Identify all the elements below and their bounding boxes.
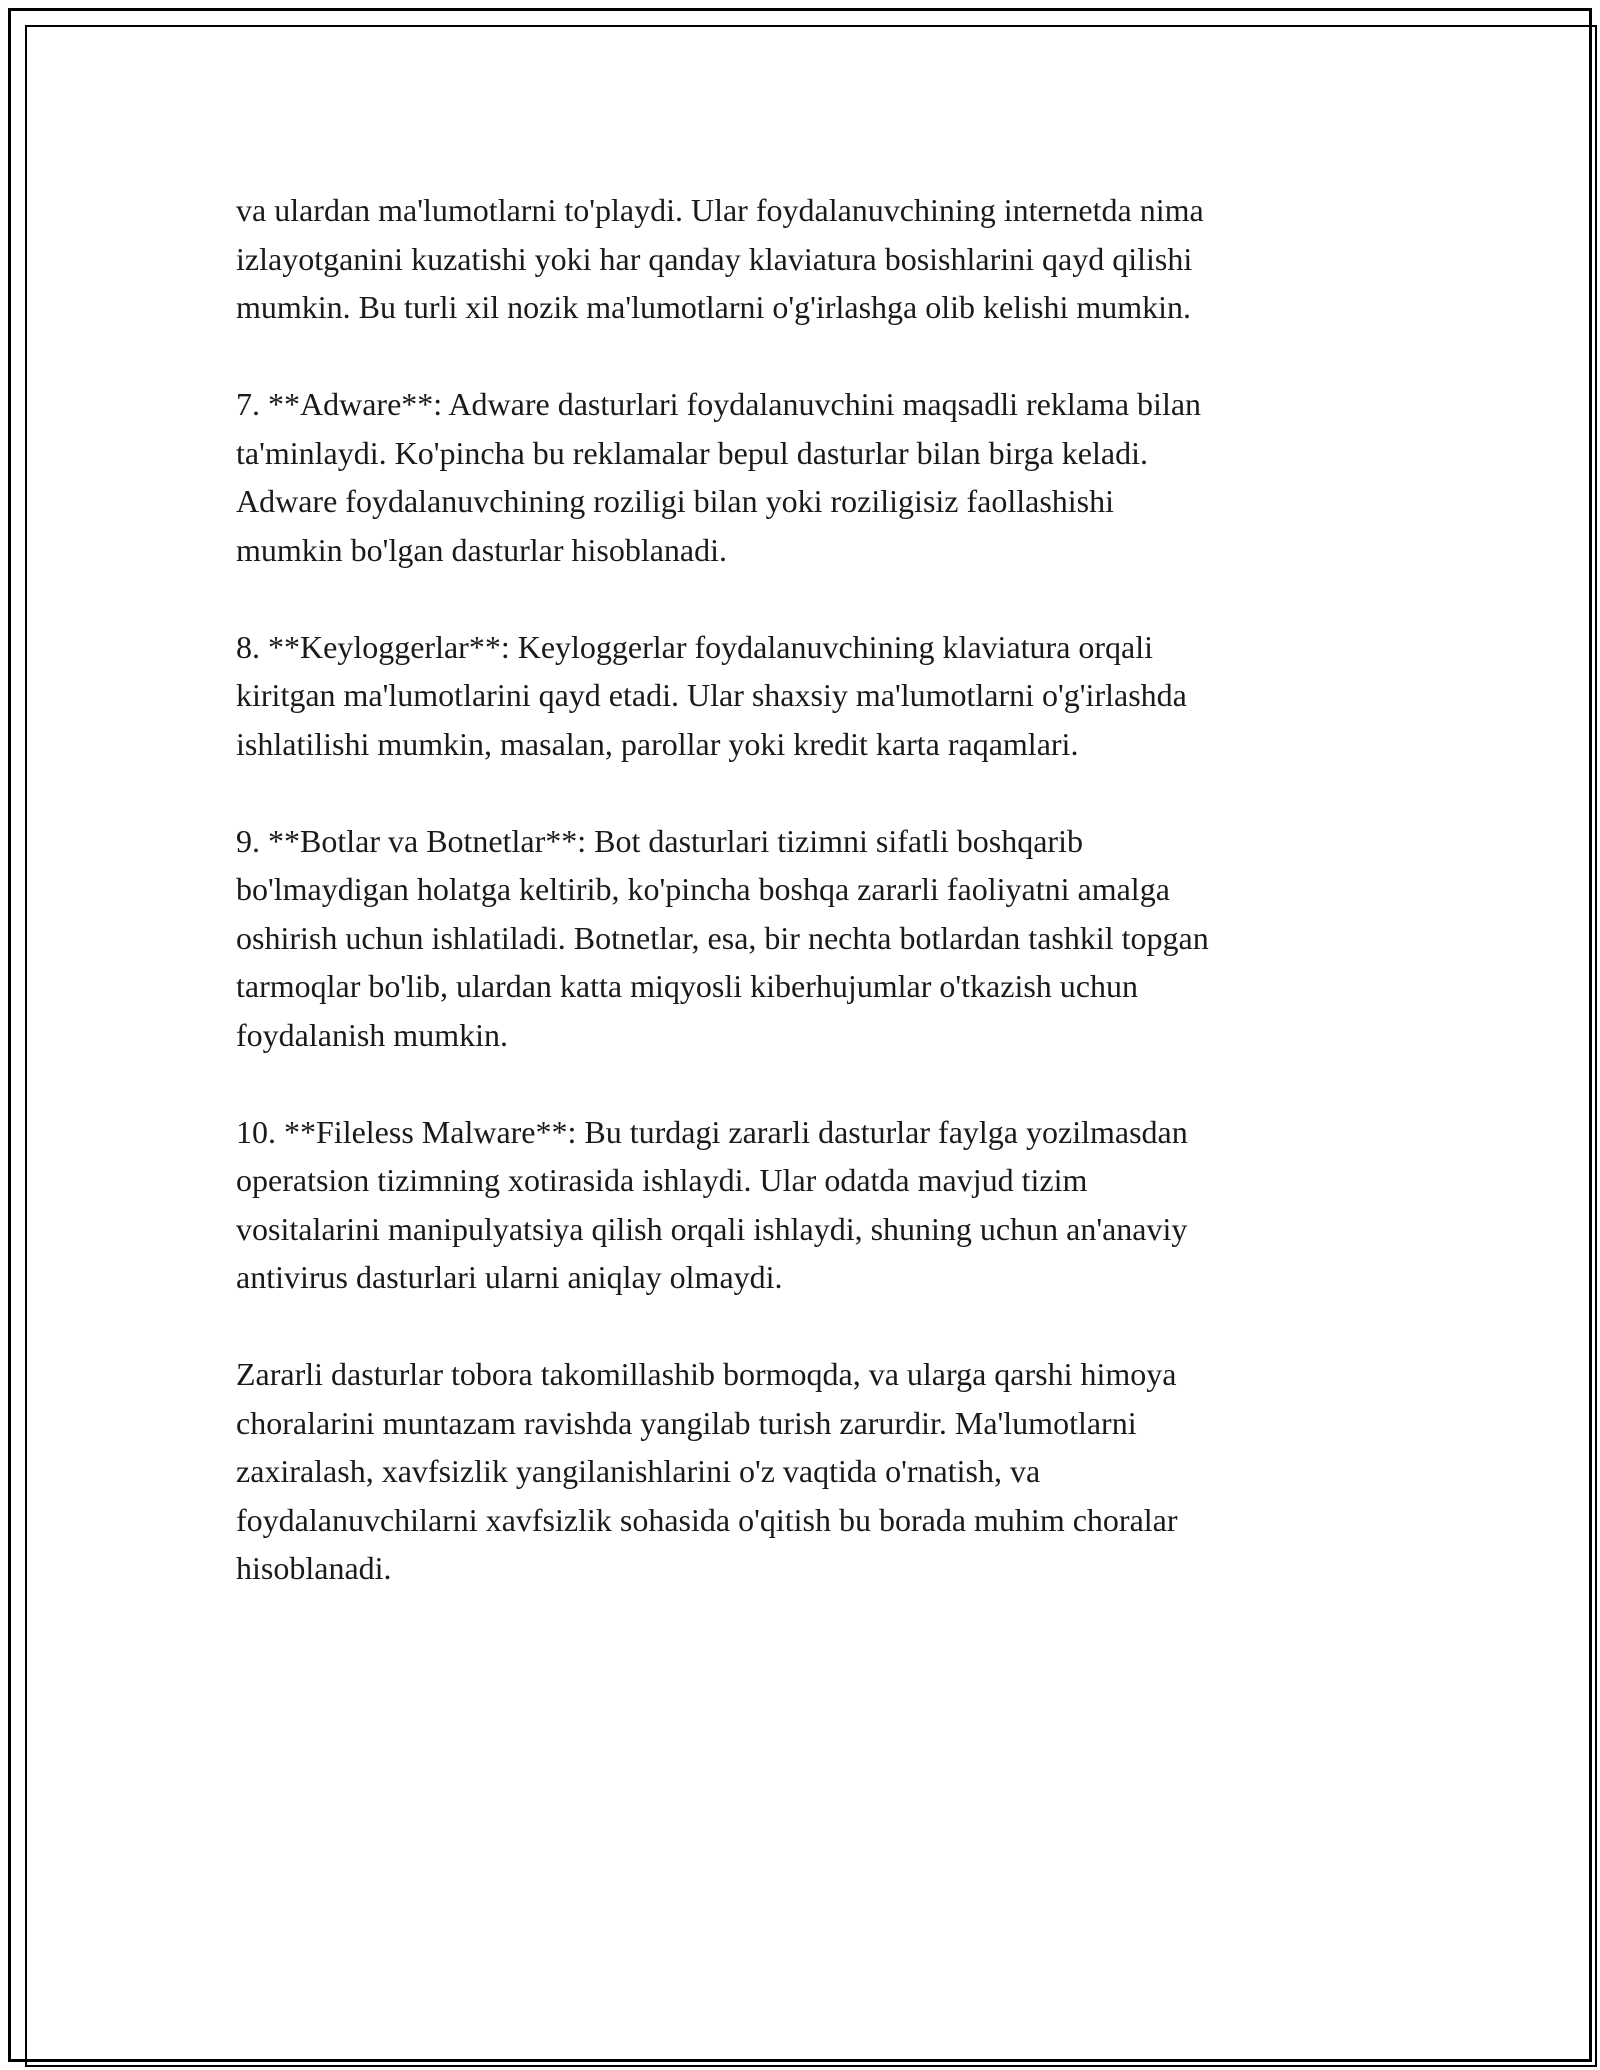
text-line: operatsion tizimning xotirasida ishlaydi. Ular odatda mavjud tizim	[236, 1162, 1088, 1198]
text-line: 7. **Adware**: Adware dasturlari foydalanuvchini maqsadli reklama bilan	[236, 386, 1202, 422]
text-line: mumkin bo'lgan dasturlar hisoblanadi.	[236, 531, 728, 568]
paragraph-spacer	[236, 1059, 1366, 1108]
text-line: antivirus dasturlari ularni aniqlay olmaydi.	[236, 1259, 783, 1295]
text-line: tarmoqlar bo'lib, ulardan katta miqyosli kiberhujumlar o'tkazish uchun	[236, 968, 1138, 1004]
paragraph-spacer	[236, 768, 1366, 817]
text-line: Adware foydalanuvchining roziligi bilan yoki roziligisiz faollashishi	[236, 483, 1115, 519]
paragraph-intro-continuation	[236, 186, 1366, 332]
paragraph-spacer	[236, 332, 1366, 381]
paragraph-item-8-keyloggerlar	[236, 623, 1366, 769]
text-line: hisoblanadi.	[236, 1550, 392, 1586]
document-body	[236, 186, 1366, 1593]
paragraph-item-7-adware	[236, 380, 1366, 574]
paragraph-item-9-botlar	[236, 817, 1366, 1060]
paragraph-item-10-fileless	[236, 1108, 1366, 1302]
text-line: choralarini muntazam ravishda yangilab turish zarurdir. Ma'lumotlarni	[236, 1404, 1137, 1441]
text-line: 9. **Botlar va Botnetlar**: Bot dasturlari tizimni sifatli boshqarib	[236, 822, 1083, 859]
text-line: foydalanish mumkin.	[236, 1016, 508, 1053]
text-line: mumkin. Bu turli xil nozik ma'lumotlarni o'g'irlashga olib kelishi mumkin.	[236, 289, 1191, 325]
text-line: ta'minlaydi. Ko'pincha bu reklamalar bepul dasturlar bilan birga keladi.	[236, 434, 1148, 471]
text-line: izlayotganini kuzatishi yoki har qanday klaviatura bosishlarini qayd qilishi	[236, 240, 1193, 277]
text-line: foydalanuvchilarni xavfsizlik sohasida o'qitish bu borada muhim choralar	[236, 1501, 1178, 1538]
text-line: kiritgan ma'lumotlarini qayd etadi. Ular shaxsiy ma'lumotlarni o'g'irlashda	[236, 677, 1187, 713]
paragraph-conclusion	[236, 1350, 1366, 1593]
text-line: 8. **Keyloggerlar**: Keyloggerlar foydalanuvchining klaviatura orqali	[236, 628, 1154, 665]
text-line: vositalarini manipulyatsiya qilish orqali ishlaydi, shuning uchun an'anaviy	[236, 1210, 1188, 1247]
text-line: 10. **Fileless Malware**: Bu turdagi zararli dasturlar faylga yozilmasdan	[236, 1113, 1188, 1150]
text-line: bo'lmaydigan holatga keltirib, ko'pincha boshqa zararli faoliyatni amalga	[236, 871, 1170, 907]
paragraph-spacer	[236, 1302, 1366, 1351]
text-line: oshirish uchun ishlatiladi. Botnetlar, esa, bir nechta botlardan tashkil topgan	[236, 919, 1209, 956]
text-line: ishlatilishi mumkin, masalan, parollar yoki kredit karta raqamlari.	[236, 725, 1079, 762]
text-line: zaxiralash, xavfsizlik yangilanishlarini o'z vaqtida o'rnatish, va	[236, 1453, 1041, 1489]
text-line: va ulardan ma'lumotlarni to'playdi. Ular foydalanuvchining internetda nima	[236, 192, 1204, 228]
paragraph-spacer	[236, 574, 1366, 623]
text-line: Zararli dasturlar tobora takomillashib bormoqda, va ularga qarshi himoya	[236, 1356, 1177, 1392]
